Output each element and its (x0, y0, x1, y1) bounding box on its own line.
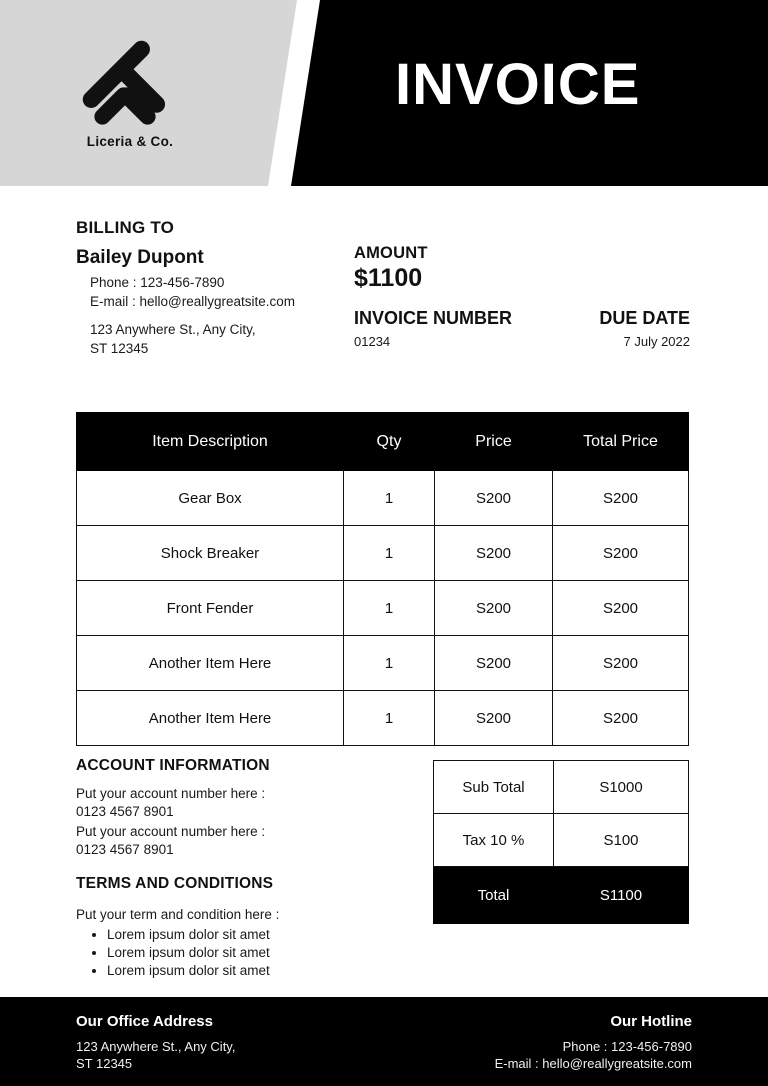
cell-qty: 1 (344, 636, 435, 691)
page-title: INVOICE (395, 52, 641, 117)
account-number: 0123 4567 8901 (76, 804, 174, 819)
page-header (0, 0, 768, 186)
account-information-section (76, 757, 406, 861)
tax-value: S100 (554, 814, 689, 867)
column-header-description: Item Description (77, 413, 344, 471)
tax-label: Tax 10 % (434, 814, 554, 867)
due-date-label: DUE DATE (599, 308, 690, 328)
footer-office-heading: Our Office Address (76, 1013, 213, 1030)
footer-hotline-email: E-mail : hello@reallygreatsite.com (494, 1056, 692, 1071)
cell-price: S200 (435, 471, 553, 526)
cell-total: S200 (553, 636, 689, 691)
totals-row-tax (434, 814, 689, 867)
cell-description: Shock Breaker (77, 526, 344, 581)
billing-email: E-mail : hello@reallygreatsite.com (90, 294, 296, 309)
terms-intro: Put your term and condition here : (76, 907, 280, 922)
billing-customer-name: Bailey Dupont (76, 247, 204, 268)
cell-total: S200 (553, 471, 689, 526)
amount-value: $1100 (354, 264, 423, 292)
billing-address-line1: 123 Anywhere St., Any City, (90, 322, 256, 337)
totals-row-grand-total (434, 867, 689, 924)
due-date-block (599, 307, 690, 350)
page-footer (0, 997, 768, 1086)
billing-spacer (76, 311, 346, 320)
account-entry (76, 785, 406, 821)
cell-description: Another Item Here (77, 691, 344, 746)
invoice-meta-row (354, 307, 690, 350)
cell-description: Gear Box (77, 471, 344, 526)
chevron-stack-logo-icon (76, 36, 184, 126)
account-label: Put your account number here : (76, 786, 266, 801)
column-header-qty: Qty (344, 413, 435, 471)
footer-office-line2: ST 12345 (76, 1056, 133, 1071)
cell-price: S200 (435, 691, 553, 746)
terms-section (76, 875, 406, 980)
footer-hotline-heading: Our Hotline (610, 1013, 692, 1030)
company-name: Liceria & Co. (86, 134, 174, 149)
cell-qty: 1 (344, 526, 435, 581)
cell-qty: 1 (344, 581, 435, 636)
subtotal-value: S1000 (554, 761, 689, 814)
line-items-table (76, 412, 689, 746)
table-row (77, 526, 689, 581)
terms-heading: TERMS AND CONDITIONS (76, 875, 274, 892)
account-label: Put your account number here : (76, 824, 266, 839)
terms-list (76, 926, 406, 980)
footer-office-line1: 123 Anywhere St., Any City, (76, 1039, 236, 1054)
cell-qty: 1 (344, 691, 435, 746)
footer-hotline (495, 1013, 692, 1072)
amount-section (354, 244, 690, 350)
account-information-heading: ACCOUNT INFORMATION (76, 757, 270, 774)
list-item: • Lorem ipsum dolor sit amet (107, 962, 406, 980)
grand-total-value: S1100 (554, 867, 689, 924)
cell-total: S200 (553, 691, 689, 746)
invoice-number-label: INVOICE NUMBER (354, 308, 513, 328)
footer-office-address (76, 1013, 235, 1072)
subtotal-label: Sub Total (434, 761, 554, 814)
column-header-total-price: Total Price (553, 413, 689, 471)
list-item: • Lorem ipsum dolor sit amet (107, 944, 406, 962)
totals-table (433, 760, 689, 924)
list-item: • Lorem ipsum dolor sit amet (107, 926, 406, 944)
cell-total: S200 (553, 526, 689, 581)
cell-price: S200 (435, 636, 553, 691)
table-header-row (77, 413, 689, 471)
cell-price: S200 (435, 526, 553, 581)
cell-description: Another Item Here (77, 636, 344, 691)
company-logo (70, 36, 190, 149)
cell-total: S200 (553, 581, 689, 636)
table-row (77, 636, 689, 691)
billing-phone: Phone : 123-456-7890 (90, 275, 225, 290)
billing-address-line2: ST 12345 (90, 341, 149, 356)
amount-label: AMOUNT (354, 244, 428, 262)
table-row (77, 471, 689, 526)
column-header-price: Price (435, 413, 553, 471)
invoice-number-value: 01234 (354, 334, 391, 349)
cell-description: Front Fender (77, 581, 344, 636)
line-items-body (77, 471, 689, 746)
invoice-number-block (354, 307, 512, 350)
cell-qty: 1 (344, 471, 435, 526)
grand-total-label: Total (434, 867, 554, 924)
due-date-value: 7 July 2022 (623, 334, 690, 349)
table-row (77, 581, 689, 636)
footer-hotline-phone: Phone : 123-456-7890 (562, 1039, 692, 1054)
account-entry (76, 823, 406, 859)
line-items-header (77, 413, 689, 471)
totals-row-subtotal (434, 761, 689, 814)
account-number: 0123 4567 8901 (76, 842, 174, 857)
billing-section (76, 218, 346, 358)
table-row (77, 691, 689, 746)
billing-heading: BILLING TO (76, 218, 175, 237)
cell-price: S200 (435, 581, 553, 636)
